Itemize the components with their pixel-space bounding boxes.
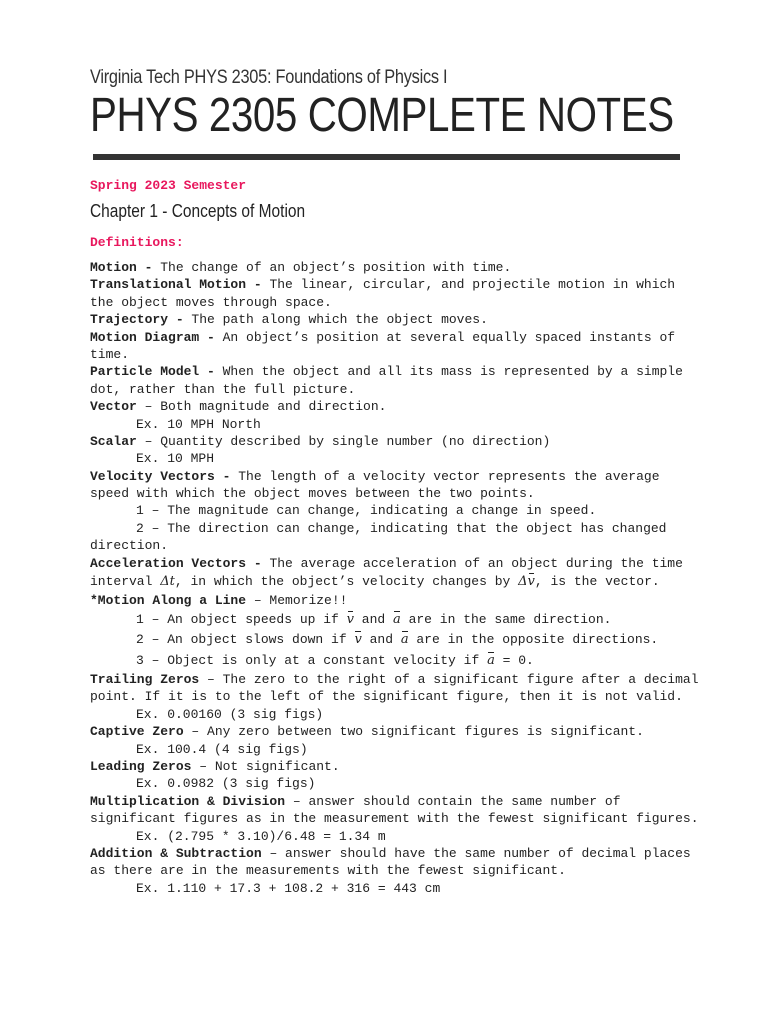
definition-text: – Any zero between two significant figures is significant. [183,724,644,740]
motion-item-1 [90,610,690,630]
definition-text: The path along which the object moves. [183,312,488,328]
term: Motion - [90,260,153,275]
def-motion-diagram [90,329,690,346]
def-motion [90,259,690,276]
definition-text: The length of a velocity vector represents the average [230,468,660,484]
text: are in the same direction. [400,611,612,627]
def-translational [90,276,690,293]
definition-text: – answer should have the same number of decimal places [261,845,691,861]
delta-symbol: Δ [518,574,528,590]
velocity-item-1: 1 – The magnitude can change, indicating a change in speed. [136,503,597,519]
term: Leading Zeros [90,758,192,774]
term: Translational Motion - [90,277,262,293]
text: interval [90,574,161,590]
page-title: PHYS 2305 COMPLETE NOTES [90,89,674,142]
example-scalar: Ex. 10 MPH [136,451,215,467]
def-particle-model [90,363,690,380]
def-trailing-zeros [90,671,699,688]
acceleration-vector-symbol: a [393,611,401,627]
velocity-item-2-cont: direction. [90,538,169,554]
term: Acceleration Vectors - [90,555,262,571]
definition-text: When the object and all its mass is represented by a simple [214,364,683,380]
def-mult-div-cont: significant figures as in the measurement with the fewest significant figures. [90,811,699,827]
definitions-body [90,259,699,897]
velocity-item-2: 2 – The direction can change, indicating that the object has changed [136,520,667,536]
text: and [361,632,401,648]
definition-text: The average acceleration of an object during the time [261,555,683,571]
acceleration-vector-symbol: a [400,632,409,648]
def-captive-zero [90,723,690,740]
text: are in the opposite directions. [408,632,659,648]
text: , is the vector. [534,574,660,590]
def-motion-along-line [90,592,690,609]
text: 2 – An object slows down if [136,632,355,648]
example-trailing-zeros: Ex. 0.00160 (3 sig figs) [136,706,324,722]
term: Vector [90,399,137,415]
def-acceleration-vectors [90,555,690,572]
def-motion-diagram-cont: time. [90,346,130,362]
course-kicker: Virginia Tech PHYS 2305: Foundations of Physics I [90,67,448,88]
velocity-vector-symbol: v [354,632,362,648]
definition-text: – Memorize!! [246,593,348,609]
definitions-heading: Definitions: [90,235,184,250]
term: Trailing Zeros [90,671,200,687]
chapter-heading: Chapter 1 - Concepts of Motion [90,201,306,221]
delta-t-symbol: Δt [160,574,175,590]
def-vector [90,398,690,415]
def-mult-div [90,793,690,810]
text: 3 – Object is only at a constant velocity if [136,652,488,668]
definition-text: The change of an object’s position with time. [152,260,512,275]
definition-text: – Not significant. [191,758,340,774]
def-leading-zeros [90,758,690,775]
definition-text: – Quantity described by single number (no direction) [136,433,551,449]
def-acceleration-vectors-cont [90,572,690,592]
def-add-sub-cont: as there are in the measurements with the fewest significant. [90,863,566,879]
term: Scalar [90,433,137,449]
text: 1 – An object speeds up if [136,611,347,627]
def-add-sub [90,845,690,862]
acceleration-vector-symbol: a [487,652,495,668]
semester-label: Spring 2023 Semester [90,178,247,193]
term: Trajectory - [90,312,184,328]
def-particle-model-cont: dot, rather than the full picture. [90,381,356,397]
def-trailing-zeros-cont: point. If it is to the left of the significant figure, then it is not valid. [90,689,683,705]
def-velocity-vectors-cont: speed with which the object moves between the two points. [90,486,535,502]
def-scalar [90,433,690,450]
def-translational-cont: the object moves through space. [90,294,332,310]
term: Captive Zero [90,724,184,740]
motion-item-3 [90,651,690,671]
definition-text: – Both magnitude and direction. [136,399,387,415]
velocity-vector-symbol: v [527,574,535,590]
term: Particle Model - [90,364,215,380]
def-velocity-vectors [90,468,690,485]
definition-text: An object’s position at several equally spaced instants of [214,329,676,345]
example-leading-zeros: Ex. 0.0982 (3 sig figs) [136,776,316,792]
term: Addition & Subtraction [90,845,262,861]
text: = 0. [494,652,534,668]
definition-text: The linear, circular, and projectile motion in which [261,277,676,293]
term: Multiplication & Division [90,793,286,809]
text: , in which the object’s velocity changes by [174,574,519,590]
title-rule [93,154,680,160]
def-trajectory [90,311,690,328]
example-vector: Ex. 10 MPH North [136,416,261,432]
term: Motion Diagram - [90,329,215,345]
definition-text: – The zero to the right of a significant figure after a decimal [199,671,699,687]
text: and [354,611,394,627]
definition-text: – answer should contain the same number of [285,793,621,809]
motion-item-2 [90,630,690,650]
term: Velocity Vectors - [90,468,231,484]
example-mult-div: Ex. (2.795 * 3.10)/6.48 = 1.34 m [136,828,386,844]
term: *Motion Along a Line [90,593,247,609]
velocity-vector-symbol: v [346,611,354,627]
example-captive-zero: Ex. 100.4 (4 sig figs) [136,741,308,757]
example-add-sub: Ex. 1.110 + 17.3 + 108.2 + 316 = 443 cm [136,880,441,896]
